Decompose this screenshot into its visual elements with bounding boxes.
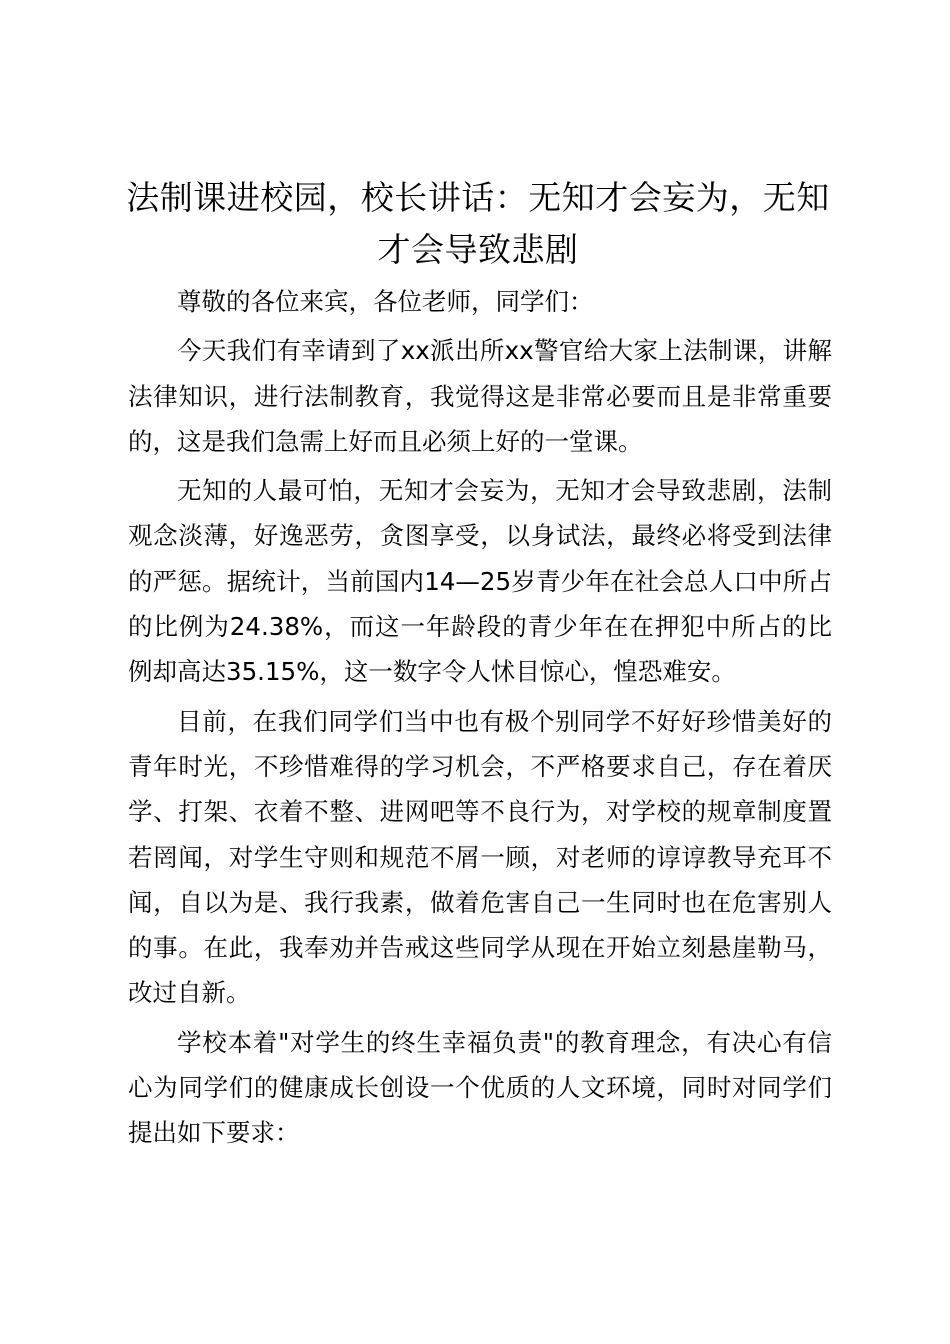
document-title: 法制课进校园，校长讲话：无知才会妄为，无知才会导致悲剧 bbox=[126, 178, 830, 269]
paragraph-requirements: 学校本着"对学生的终生幸福负责"的教育理念，有决心有信心为同学们的健康成长创设一个优质的人文环境，同时对同学们提出如下要求： bbox=[128, 1027, 832, 1148]
document-body bbox=[128, 279, 832, 1160]
paragraph-intro: 今天我们有幸请到了xx派出所xx警官给大家上法制课，讲解法律知识，进行法制教育，我觉得这是非常必要而且是非常重要的，这是我们急需上好而且必须上好的一堂课。 bbox=[128, 336, 832, 456]
paragraph-warning: 目前，在我们同学们当中也有极个别同学不好好珍惜美好的青年时光，不珍惜难得的学习机会，不严格要求自己，存在着厌学、打架、衣着不整、进网吧等不良行为，对学校的规章制度置若罔闻，对学生守则和规范不屑一顾，对老师的谆谆教导充耳不闻，自以为是、我行我素，做着危害自己一生同时也在危害别人的事。在此，我奉劝并告戒这些同学从现在开始立刻悬崖勒马，改过自新。 bbox=[128, 706, 832, 1008]
paragraph-greeting: 尊敬的各位来宾，各位老师，同学们： bbox=[177, 287, 594, 316]
paragraph-statistics: 无知的人最可怕，无知才会妄为，无知才会导致悲剧，法制观念淡薄，好逸恶劳，贪图享受，以身试法，最终必将受到法律的严惩。据统计，当前国内14—25岁青少年在社会总人口中所占的比例为24.38%，而这一年龄段的青少年在在押犯中所占的比例却高达35.15%，这一数字令人怵目惊心，惶恐难安。 bbox=[128, 476, 832, 687]
